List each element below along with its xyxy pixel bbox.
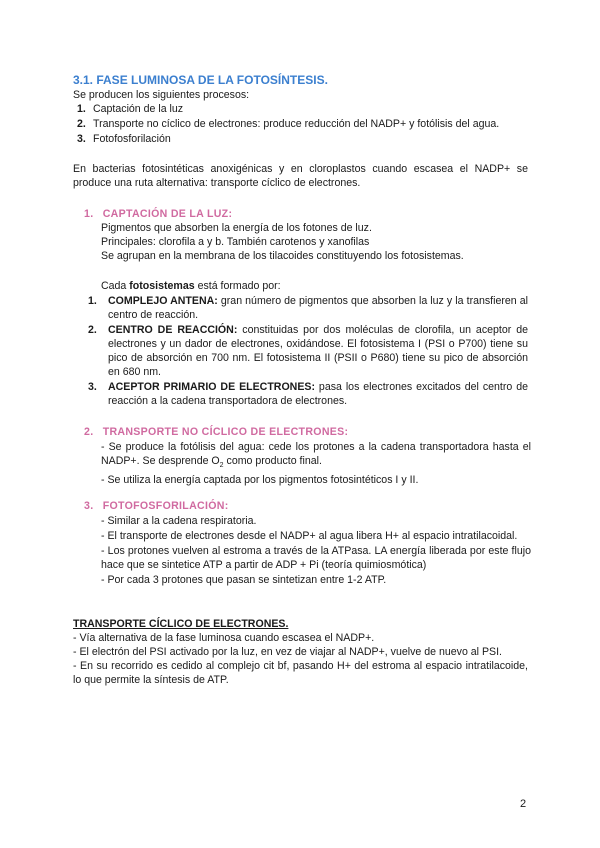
process-text: Transporte no cíclico de electrones: produce reducción del NADP+ y fotólisis del agua.	[93, 118, 500, 130]
transporte-item-end: como producto final.	[223, 455, 322, 467]
transporte-item	[101, 440, 531, 473]
process-list	[73, 102, 533, 147]
oxygen-subscript: 2	[219, 462, 224, 470]
transporte-items	[101, 440, 531, 487]
section-title: 3.1. FASE LUMINOSA DE LA FOTOSÍNTESIS.	[73, 73, 328, 87]
component-text: gran número de pigmentos que absorben la luz y la transfieren al centro de reacción.	[108, 295, 528, 321]
ciclico-item: - El electrón del PSI activado por la luz, en vez de viajar al NADP+, vuelve de nuevo al PSI.	[73, 646, 502, 658]
process-number: 3.	[77, 133, 86, 145]
process-number: 1.	[77, 103, 86, 115]
captacion-heading	[84, 207, 232, 221]
component-text: constituidas por dos moléculas de clorofila, un aceptor de electrones y un dador de electrones, oxidándose. El fotosistema I (PSI o P700) tiene su pico de absorción en 700 nm. El fotosistema II (PSII o P680) tiene su pico de absorción en 680 nm.	[108, 324, 528, 378]
fotosistemas-prefix: Cada	[101, 280, 130, 292]
component-number: 2.	[88, 324, 97, 336]
component-label: COMPLEJO ANTENA:	[108, 295, 218, 307]
transporte-item: - Se utiliza la energía captada por los pigmentos fotosintéticos I y II.	[101, 474, 419, 487]
fotosistemas-intro	[101, 279, 281, 293]
heading-text: TRANSPORTE NO CÍCLICO DE ELECTRONES:	[102, 426, 349, 438]
component-item	[88, 294, 528, 322]
section-note: En bacterias fotosintéticas anoxigénicas y en cloroplastos cuando escasea el NADP+ se produce una ruta alternativa: transporte cíclico de electrones.	[73, 163, 528, 189]
process-item	[73, 132, 533, 147]
heading-number: 3.	[84, 500, 94, 512]
ciclico-items	[73, 631, 528, 687]
process-text: Captación de la luz	[93, 103, 184, 115]
ciclico-item: - En su recorrido es cedido al complejo cit bf, pasando H+ del estroma al espacio intratilacoide, lo que permite la síntesis de ATP.	[73, 660, 528, 686]
component-text: pasa los electrones excitados del centro de reacción a la cadena transportadora de electrones.	[108, 381, 528, 407]
component-number: 3.	[88, 381, 97, 393]
heading-text: CAPTACIÓN DE LA LUZ:	[102, 208, 233, 220]
transporte-heading	[84, 425, 348, 439]
fotofosforilacion-item: - Los protones vuelven al estroma a través de la ATPasa. LA energía liberada por este flujo hace que se sintetice ATP a partir de ADP + Pi (teoría quimiosmótica)	[101, 545, 531, 571]
heading-text: FOTOFOSFORILACIÓN:	[102, 500, 229, 512]
process-item	[73, 117, 533, 132]
process-item	[73, 102, 533, 117]
component-label: CENTRO DE REACCIÓN:	[108, 324, 238, 336]
fotosistemas-term: fotosistemas	[129, 280, 195, 292]
heading-number: 1.	[84, 208, 94, 220]
captacion-line: Principales: clorofila a y b. También carotenos y xanofilas	[101, 236, 370, 248]
captacion-line: Se agrupan en la membrana de los tilacoides constituyendo los fotosistemas.	[101, 250, 464, 262]
fotofosforilacion-heading	[84, 499, 229, 513]
ciclico-heading: TRANSPORTE CÍCLICO DE ELECTRONES.	[73, 618, 289, 630]
fotosistemas-suffix: está formado por:	[194, 280, 281, 292]
process-number: 2.	[77, 118, 86, 130]
fotofosforilacion-item: - Similar a la cadena respiratoria.	[101, 515, 257, 527]
page-number: 2	[520, 798, 527, 810]
heading-number: 2.	[84, 426, 94, 438]
fotofosforilacion-items	[101, 514, 531, 587]
component-item	[88, 380, 528, 408]
fotofosforilacion-item: - El transporte de electrones desde el NADP+ al agua libera H+ al espacio intratilacoidal.	[101, 530, 518, 542]
process-text: Fotofosforilación	[93, 133, 171, 145]
fotofosforilacion-item: - Por cada 3 protones que pasan se sintetizan entre 1-2 ATP.	[101, 574, 387, 586]
captacion-lines	[101, 221, 531, 263]
component-item	[88, 323, 528, 379]
component-label: ACEPTOR PRIMARIO DE ELECTRONES:	[108, 381, 315, 393]
component-number: 1.	[88, 295, 97, 307]
transporte-item-text: - Se produce la fotólisis del agua: cede los protones a la cadena transportadora hasta el NADP+. Se desprende O	[101, 441, 531, 467]
section-intro: Se producen los siguientes procesos:	[73, 89, 250, 101]
component-list	[88, 294, 528, 408]
captacion-line: Pigmentos que absorben la energía de los fotones de luz.	[101, 222, 372, 234]
ciclico-item: - Vía alternativa de la fase luminosa cuando escasea el NADP+.	[73, 632, 375, 644]
